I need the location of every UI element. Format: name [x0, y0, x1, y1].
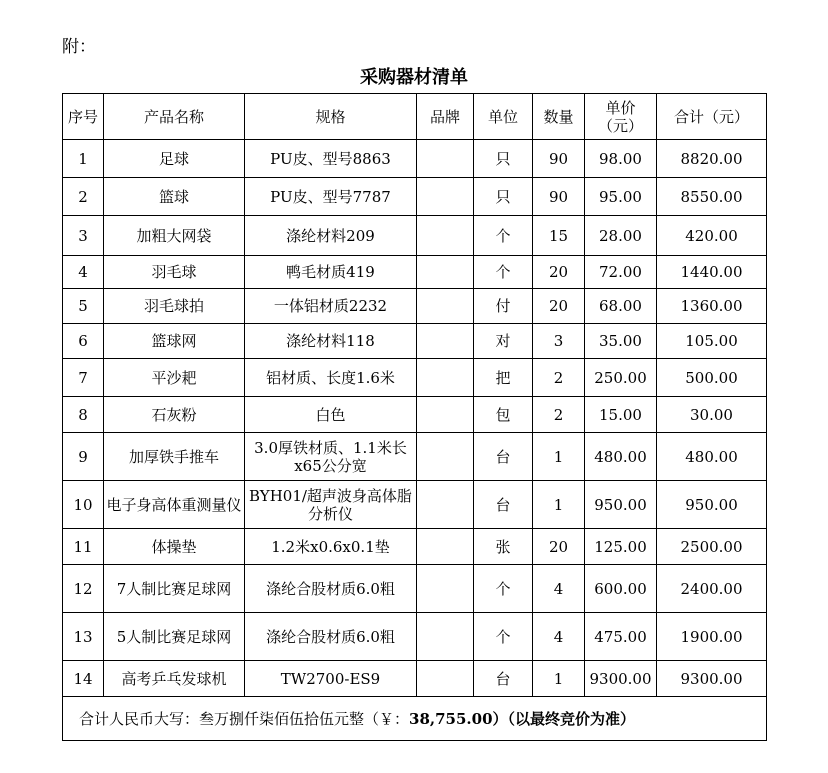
- table-row: [63, 324, 767, 359]
- cell-unit: 对: [474, 324, 533, 359]
- cell-qty: 4: [533, 613, 585, 661]
- cell-seq: 3: [63, 216, 104, 256]
- cell-unit: 个: [474, 256, 533, 289]
- cell-spec: PU皮、型号8863: [245, 140, 417, 178]
- header-unit: 单位: [474, 94, 533, 140]
- cell-seq: 12: [63, 565, 104, 613]
- header-seq: 序号: [63, 94, 104, 140]
- cell-name: 足球: [104, 140, 245, 178]
- cell-brand: [417, 324, 474, 359]
- cell-spec: 铝材质、长度1.6米: [245, 359, 417, 397]
- cell-seq: 4: [63, 256, 104, 289]
- cell-qty: 20: [533, 256, 585, 289]
- cell-unit: 张: [474, 529, 533, 565]
- cell-name: 篮球网: [104, 324, 245, 359]
- cell-qty: 20: [533, 529, 585, 565]
- header-price: 单价（元）: [585, 94, 657, 140]
- cell-price: 9300.00: [585, 661, 657, 697]
- cell-price: 950.00: [585, 481, 657, 529]
- cell-brand: [417, 289, 474, 324]
- cell-seq: 14: [63, 661, 104, 697]
- cell-seq: 8: [63, 397, 104, 433]
- cell-name: 电子身高体重测量仪: [104, 481, 245, 529]
- cell-brand: [417, 140, 474, 178]
- cell-price: 28.00: [585, 216, 657, 256]
- document-title: 采购器材清单: [360, 67, 468, 88]
- cell-total: 1360.00: [657, 289, 767, 324]
- cell-spec: 涤纶材料209: [245, 216, 417, 256]
- cell-total: 1900.00: [657, 613, 767, 661]
- cell-name: 加厚铁手推车: [104, 433, 245, 481]
- cell-price: 475.00: [585, 613, 657, 661]
- cell-price: 480.00: [585, 433, 657, 481]
- cell-unit: 台: [474, 433, 533, 481]
- cell-seq: 9: [63, 433, 104, 481]
- cell-brand: [417, 178, 474, 216]
- cell-price: 600.00: [585, 565, 657, 613]
- table-row: [63, 481, 767, 529]
- cell-unit: 只: [474, 140, 533, 178]
- cell-spec: 3.0厚铁材质、1.1米长x65公分宽: [245, 433, 417, 481]
- header-brand: 品牌: [417, 94, 474, 140]
- summary-row: [63, 697, 767, 741]
- table-row: [63, 178, 767, 216]
- cell-qty: 15: [533, 216, 585, 256]
- header-qty: 数量: [533, 94, 585, 140]
- cell-brand: [417, 433, 474, 481]
- cell-total: 950.00: [657, 481, 767, 529]
- cell-name: 羽毛球拍: [104, 289, 245, 324]
- cell-total: 2500.00: [657, 529, 767, 565]
- cell-total: 8820.00: [657, 140, 767, 178]
- cell-spec: 一体铝材质2232: [245, 289, 417, 324]
- cell-spec: PU皮、型号7787: [245, 178, 417, 216]
- table-body: [63, 140, 767, 697]
- cell-qty: 1: [533, 433, 585, 481]
- cell-qty: 20: [533, 289, 585, 324]
- cell-unit: 台: [474, 661, 533, 697]
- cell-price: 68.00: [585, 289, 657, 324]
- cell-qty: 90: [533, 140, 585, 178]
- cell-unit: 把: [474, 359, 533, 397]
- table-row: [63, 613, 767, 661]
- table-row: [63, 289, 767, 324]
- cell-spec: 涤纶材料118: [245, 324, 417, 359]
- cell-price: 35.00: [585, 324, 657, 359]
- header-name: 产品名称: [104, 94, 245, 140]
- cell-unit: 付: [474, 289, 533, 324]
- cell-name: 体操垫: [104, 529, 245, 565]
- table-row: [63, 529, 767, 565]
- cell-seq: 1: [63, 140, 104, 178]
- cell-price: 98.00: [585, 140, 657, 178]
- cell-seq: 2: [63, 178, 104, 216]
- cell-brand: [417, 529, 474, 565]
- cell-unit: 个: [474, 565, 533, 613]
- cell-total: 9300.00: [657, 661, 767, 697]
- cell-name: 平沙耙: [104, 359, 245, 397]
- table-header-row: [63, 94, 767, 140]
- summary-label: 合计人民币大写：叁万捌仟柒佰伍拾伍元整（￥：: [79, 709, 410, 728]
- attachment-prefix: 附：: [62, 37, 96, 57]
- cell-brand: [417, 565, 474, 613]
- cell-qty: 90: [533, 178, 585, 216]
- cell-total: 420.00: [657, 216, 767, 256]
- cell-brand: [417, 481, 474, 529]
- cell-spec: TW2700-ES9: [245, 661, 417, 697]
- cell-spec: 鸭毛材质419: [245, 256, 417, 289]
- cell-name: 篮球: [104, 178, 245, 216]
- cell-total: 1440.00: [657, 256, 767, 289]
- table-row: [63, 565, 767, 613]
- cell-qty: 1: [533, 481, 585, 529]
- summary-note: ）（以最终竞价为准）: [492, 709, 636, 728]
- summary-cell: [63, 697, 767, 741]
- cell-spec: 涤纶合股材质6.0粗: [245, 565, 417, 613]
- header-spec: 规格: [245, 94, 417, 140]
- cell-price: 250.00: [585, 359, 657, 397]
- cell-price: 125.00: [585, 529, 657, 565]
- cell-name: 7人制比赛足球网: [104, 565, 245, 613]
- cell-brand: [417, 397, 474, 433]
- cell-seq: 5: [63, 289, 104, 324]
- cell-brand: [417, 661, 474, 697]
- cell-spec: 白色: [245, 397, 417, 433]
- cell-total: 2400.00: [657, 565, 767, 613]
- cell-seq: 10: [63, 481, 104, 529]
- cell-spec: BYH01/超声波身高体脂分析仪: [245, 481, 417, 529]
- table-row: [63, 256, 767, 289]
- cell-unit: 台: [474, 481, 533, 529]
- cell-total: 8550.00: [657, 178, 767, 216]
- cell-name: 羽毛球: [104, 256, 245, 289]
- cell-total: 480.00: [657, 433, 767, 481]
- cell-unit: 包: [474, 397, 533, 433]
- cell-qty: 2: [533, 359, 585, 397]
- cell-seq: 13: [63, 613, 104, 661]
- cell-seq: 7: [63, 359, 104, 397]
- cell-qty: 1: [533, 661, 585, 697]
- cell-brand: [417, 613, 474, 661]
- cell-spec: 涤纶合股材质6.0粗: [245, 613, 417, 661]
- table-row: [63, 433, 767, 481]
- cell-qty: 4: [533, 565, 585, 613]
- header-total: 合计（元）: [657, 94, 767, 140]
- cell-qty: 2: [533, 397, 585, 433]
- cell-unit: 个: [474, 216, 533, 256]
- cell-seq: 11: [63, 529, 104, 565]
- cell-total: 30.00: [657, 397, 767, 433]
- cell-total: 500.00: [657, 359, 767, 397]
- table-row: [63, 397, 767, 433]
- table-row: [63, 140, 767, 178]
- cell-seq: 6: [63, 324, 104, 359]
- summary-amount: 38,755.00: [409, 709, 493, 728]
- cell-name: 加粗大网袋: [104, 216, 245, 256]
- cell-total: 105.00: [657, 324, 767, 359]
- cell-unit: 只: [474, 178, 533, 216]
- cell-name: 5人制比赛足球网: [104, 613, 245, 661]
- cell-spec: 1.2米x0.6x0.1垫: [245, 529, 417, 565]
- cell-name: 高考乒乓发球机: [104, 661, 245, 697]
- cell-name: 石灰粉: [104, 397, 245, 433]
- cell-qty: 3: [533, 324, 585, 359]
- procurement-table: [62, 93, 767, 741]
- cell-price: 15.00: [585, 397, 657, 433]
- table-row: [63, 216, 767, 256]
- table-row: [63, 359, 767, 397]
- table-row: [63, 661, 767, 697]
- cell-unit: 个: [474, 613, 533, 661]
- cell-brand: [417, 216, 474, 256]
- cell-brand: [417, 256, 474, 289]
- cell-price: 95.00: [585, 178, 657, 216]
- cell-price: 72.00: [585, 256, 657, 289]
- cell-brand: [417, 359, 474, 397]
